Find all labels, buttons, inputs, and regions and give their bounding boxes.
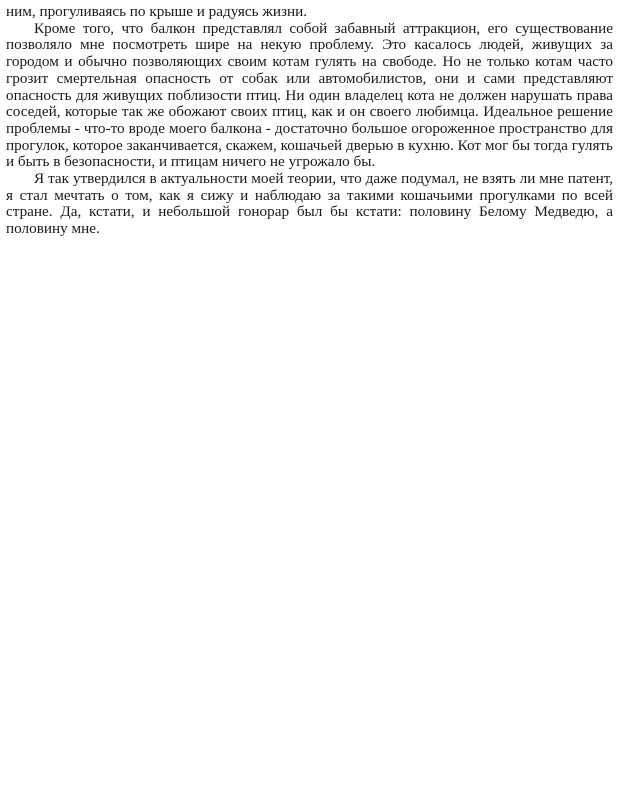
paragraph-balcony-problem: Кроме того, что балкон представлял собой забавный аттракцион, его существование позволяло мне посмотреть шире на некую проблему. Это касалось людей, живущих за городом и обычно позволяющих своим котам гулять на свободе. Но не только котам часто грозит смертельная опасность от собак или автомобилистов, они и сами представляют опасность для живущих поблизости птиц. Ни один владелец кота не должен нарушать права соседей, которые так же обожают своих птиц, как и он своего любимца. Идеальное решение проблемы - что-то вроде моего балкона - достаточно большое огороженное пространство для прогулок, которое заканчивается, скажем, кошачьей дверью в кухню. Кот мог бы тогда гулять и быть в безопасности, и птицам ничего не угрожало бы.: [6, 19, 613, 171]
paragraph-continuation: ним, прогуливаясь по крыше и радуясь жизни.: [6, 3, 308, 20]
paragraph-patent-theory: Я так утвердился в актуальности моей теории, что даже подумал, не взять ли мне патент, я стал мечтать о том, как я сижу и наблюдаю за такими кошачьими прогулками по всей стране. Да, кстати, и небольшой гонорар был бы кстати: половину Белому Медведю, а половину мне.: [6, 170, 613, 238]
